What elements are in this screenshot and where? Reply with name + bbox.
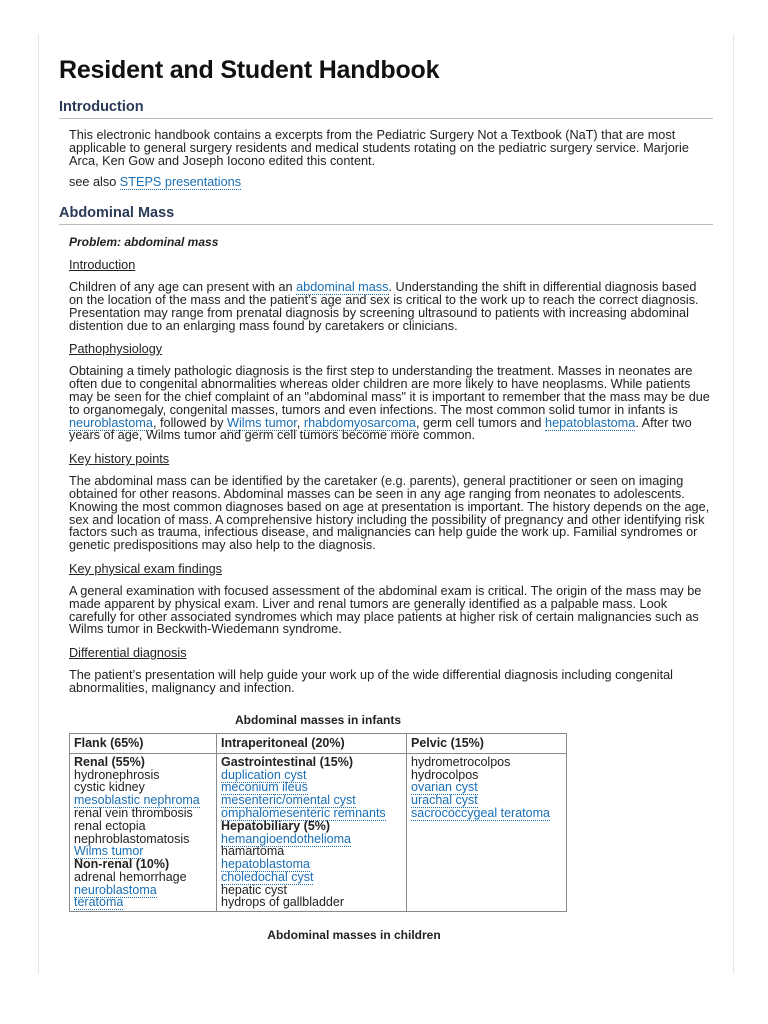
table-link[interactable]: sacrococcygeal teratoma — [411, 805, 550, 820]
see-also-prefix: see also — [69, 175, 120, 190]
list-item — [221, 871, 402, 884]
pathophysiology-paragraph — [69, 365, 713, 442]
list-item: renal vein thrombosis — [74, 805, 193, 820]
table-link[interactable]: mesoblastic nephroma — [74, 793, 200, 808]
patho-text-4: , germ cell tumors and — [415, 415, 546, 430]
introduction-heading: Introduction — [59, 99, 713, 119]
hepatoblastoma-link[interactable]: hepatoblastoma — [545, 415, 636, 430]
list-item: hepatic cyst — [221, 882, 288, 897]
rhabdomyosarcoma-link[interactable]: rhabdomyosarcoma — [303, 415, 416, 430]
wilms-tumor-link[interactable]: Wilms tumor — [227, 415, 297, 430]
page-title: Resident and Student Handbook — [59, 56, 440, 84]
list-item: hamartoma — [221, 844, 285, 859]
abdominal-mass-heading: Abdominal Mass — [59, 205, 713, 225]
list-item — [221, 794, 402, 807]
list-item: renal ectopia — [74, 818, 146, 833]
neuroblastoma-link[interactable]: neuroblastoma — [69, 415, 153, 430]
history-subheading: Key history points — [69, 452, 170, 467]
table-link[interactable]: meconium ileus — [221, 780, 308, 795]
list-item: hydrocolpos — [411, 767, 479, 782]
patho-text-2: , followed by — [152, 415, 227, 430]
introduction-section — [59, 129, 713, 189]
table-link[interactable]: choledochal cyst — [221, 869, 314, 884]
table-row — [70, 753, 567, 912]
patho-text-1: Obtaining a timely pathologic diagnosis is the first step to understanding the treatment. Masses in neonates are often due to congenital abnormalities whereas older children are more likely to have neoplasms. While patients may be seen for the chief complaint of an "abdominal mass" it is important to remember that the mass may be due to organomegaly, congenital masses, tumors and even infections. The most common solid tumor in infants is — [69, 364, 710, 417]
table-link[interactable]: ovarian cyst — [411, 780, 478, 795]
table-link[interactable]: mesenteric/omental cyst — [221, 793, 356, 808]
list-item — [221, 807, 402, 820]
table-link[interactable]: omphalomesenteric remnants — [221, 805, 386, 820]
list-item — [411, 807, 562, 820]
steps-presentations-link[interactable]: STEPS presentations — [119, 175, 242, 190]
see-also-line — [69, 176, 713, 189]
table-link[interactable]: neuroblastoma — [74, 882, 157, 897]
header-intraperitoneal: Intraperitoneal (20%) — [217, 733, 407, 753]
intraperitoneal-cell — [217, 753, 407, 912]
list-item: adrenal hemorrhage — [74, 869, 187, 884]
pelvic-cell — [407, 753, 567, 912]
abdominal-mass-link[interactable]: abdominal mass — [296, 280, 389, 295]
abdominal-mass-section — [59, 235, 713, 942]
flank-cell — [70, 753, 217, 912]
history-paragraph: The abdominal mass can be identified by the caretaker (e.g. parents), general practitioner or seen on imaging obtained for other reasons. Abdominal masses can be seen in any age ranging from neonates to adolescents. Knowing the most common diagnoses based on age at presentation is important. The history depends on the age, sex and location of mass. A comprehensive history including the possibility of pregnancy and other identifying risk factors such as trauma, infectious disease, and malignancies can help guide the work up. Familial syndromes or genetic predispositions may also help to the diagnosis. — [69, 474, 710, 553]
intro-subheading: Introduction — [69, 258, 136, 273]
patho-text-3: , — [296, 415, 304, 430]
header-pelvic: Pelvic (15%) — [407, 733, 567, 753]
category-label: Non-renal (10%) — [74, 857, 170, 872]
table-link[interactable]: duplication cyst — [221, 767, 307, 782]
list-item: cystic kidney — [74, 780, 145, 795]
problem-statement: Problem: abdominal mass — [69, 235, 219, 250]
category-label: Gastrointestinal (15%) — [221, 754, 353, 769]
list-item: hydrometrocolpos — [411, 754, 511, 769]
list-item — [221, 858, 402, 871]
page-content — [59, 34, 713, 942]
handbook-page — [38, 34, 734, 974]
table-link[interactable]: teratoma — [74, 895, 124, 910]
infants-table — [69, 733, 567, 913]
table-header-row — [70, 733, 567, 753]
exam-subheading: Key physical exam findings — [69, 561, 223, 576]
intro-paragraph — [69, 281, 713, 332]
table-link[interactable]: hepatoblastoma — [221, 857, 310, 872]
table-link[interactable]: urachal cyst — [411, 793, 478, 808]
children-table-caption: Abdominal masses in children — [267, 928, 441, 943]
intro-text-post: . Understanding the shift in differential diagnosis based on the location of the mass and the patient’s age and sex is critical to the work up to reach the correct diagnosis. Presentation may range from prenatal diagnosis by screening ultrasound to patients with increasing abdominal distention due to an enlarging mass found by caretakers or clinicians. — [69, 280, 699, 333]
list-item: nephroblastomatosis — [74, 831, 190, 846]
ddx-paragraph: The patient’s presentation will help guide your work up of the wide differential diagnosis including congenital abnormalities, malignancy and infection. — [69, 668, 673, 695]
infants-table-caption: Abdominal masses in infants — [234, 712, 402, 727]
category-label: Renal (55%) — [74, 754, 145, 769]
table-link[interactable]: Wilms tumor — [74, 844, 144, 859]
table-link[interactable]: hemangioendothelioma — [221, 831, 351, 846]
list-item — [74, 896, 212, 909]
introduction-text: This electronic handbook contains a excerpts from the Pediatric Surgery Not a Textbook (NaT) that are most applicable to general surgery residents and medical students rotating on the pediatric surgery service. Marjorie Arca, Ken Gow and Joseph Iocono edited this content. — [69, 128, 689, 168]
patho-text-5: . After two years of age, Wilms tumor and germ cell tumors become more common. — [69, 415, 692, 443]
list-item: hydronephrosis — [74, 767, 160, 782]
list-item — [411, 794, 562, 807]
pathophysiology-subheading: Pathophysiology — [69, 342, 163, 357]
category-label: Hepatobiliary (5%) — [221, 818, 331, 833]
ddx-subheading: Differential diagnosis — [69, 646, 187, 661]
list-item — [74, 794, 212, 807]
intro-text-pre: Children of any age can present with an — [69, 280, 297, 295]
list-item: hydrops of gallbladder — [221, 895, 344, 910]
header-flank: Flank (65%) — [70, 733, 217, 753]
exam-paragraph: A general examination with focused assessment of the abdominal exam is critical. The origin of the mass may be made apparent by physical exam. Liver and renal tumors are generally identified as a palpable mass. Look carefully for other associated syndromes which may place patients at higher risk of certain malignancies such as Wilms tumor in Beckwith-Wiedemann syndrome. — [69, 583, 702, 637]
